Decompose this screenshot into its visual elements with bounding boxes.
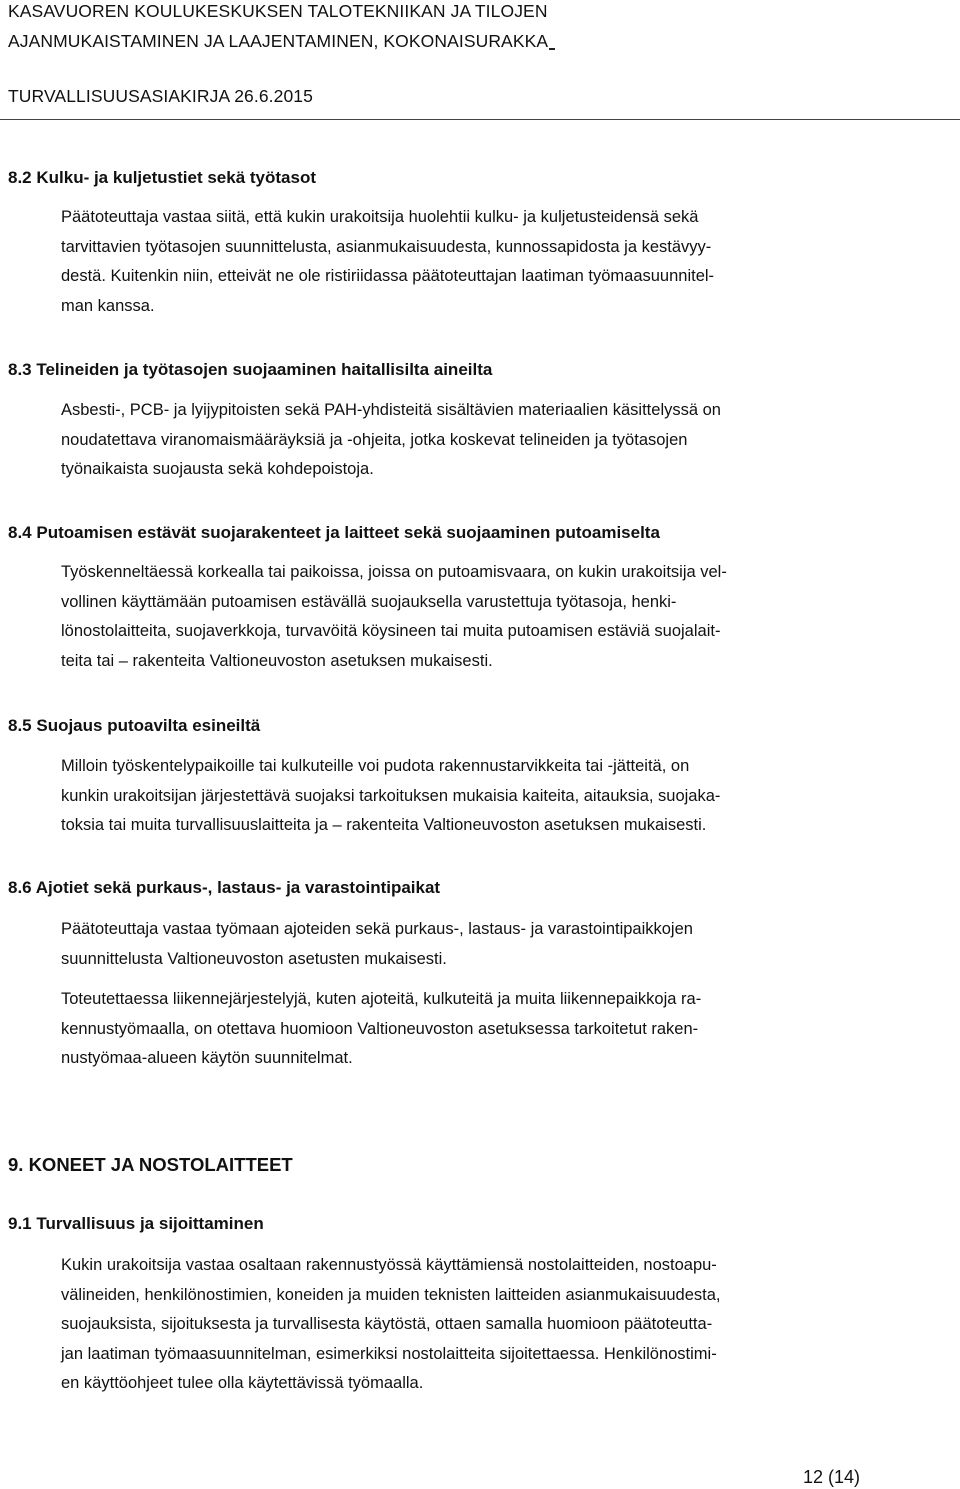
paragraph-line: Toteutettaessa liikennejärjestelyjä, kuten ajoteitä, kulkuteitä ja muita liikennepaikkoja ra- xyxy=(61,990,702,1008)
paragraph-line: Milloin työskentelypaikoille tai kulkuteille voi pudota rakennustarvikkeita tai -jätteitä, on xyxy=(61,757,690,775)
page-number: 12 (14) xyxy=(803,1467,861,1487)
header-title-line-2 xyxy=(8,30,555,52)
paragraph-line: välineiden, henkilönostimien, koneiden ja muiden teknisten laitteiden asianmukaisuudesta, xyxy=(61,1285,721,1304)
section-9-1-paragraph xyxy=(61,1251,721,1399)
header-document-date: TURVALLISUUSASIAKIRJA 26.6.2015 xyxy=(8,86,313,106)
section-8-2-paragraph xyxy=(61,203,714,321)
paragraph-line: kunkin urakoitsijan järjestettävä suojaksi tarkoituksen mukaisia kaiteita, aitauksia, suojaka- xyxy=(61,786,721,805)
paragraph-line: lönostolaitteita, suojaverkkoja, turvavöitä köysineen tai muita putoamisen estäviä suojalait- xyxy=(61,622,721,640)
paragraph-line: tarvittavien työtasojen suunnittelusta, asianmukaisuudesta, kunnossapidosta ja kestävyy- xyxy=(61,237,712,256)
paragraph-line: Työskenneltäessä korkealla tai paikoissa, joissa on putoamisvaara, on kukin urakoitsija vel- xyxy=(61,563,727,581)
paragraph-line: en käyttöohjeet tulee olla käytettävissä työmaalla. xyxy=(61,1374,424,1392)
paragraph-line: toksia tai muita turvallisuuslaitteita ja – rakenteita Valtioneuvoston asetuksen mukaisesti. xyxy=(61,816,707,834)
section-8-6-paragraph-2 xyxy=(61,985,701,1074)
paragraph-line: nustyömaa-alueen käytön suunnitelmat. xyxy=(61,1049,353,1067)
paragraph-line: destä. Kuitenkin niin, etteivät ne ole ristiriidassa päätoteuttajan laatiman työmaasuunnitel- xyxy=(61,267,715,285)
paragraph-line: teita tai – rakenteita Valtioneuvoston asetuksen mukaisesti. xyxy=(61,651,493,670)
paragraph-line: Päätoteuttaja vastaa työmaan ajoteiden sekä purkaus-, lastaus- ja varastointipaikkojen xyxy=(61,920,693,938)
section-heading-8-5: 8.5 Suojaus putoavilta esineiltä xyxy=(8,716,261,735)
section-8-4-paragraph xyxy=(61,558,727,676)
header-divider xyxy=(0,119,960,120)
text-cursor xyxy=(549,48,555,50)
section-heading-8-4: 8.4 Putoamisen estävät suojarakenteet ja laitteet sekä suojaaminen putoamiselta xyxy=(8,523,660,542)
paragraph-line: jan laatiman työmaasuunnitelman, esimerkiksi nostolaitteita sijoitettaessa. Henkilönostimi- xyxy=(61,1344,717,1363)
paragraph-line: noudatettava viranomaismääräyksiä ja -ohjeita, jotka koskevat telineiden ja työtasojen xyxy=(61,430,688,449)
header-title-line-1: KASAVUOREN KOULUKESKUKSEN TALOTEKNIIKAN JA TILOJEN xyxy=(8,1,548,21)
section-heading-8-6: 8.6 Ajotiet sekä purkaus-, lastaus- ja varastointipaikat xyxy=(8,878,441,897)
chapter-heading-9: 9. KONEET JA NOSTOLAITTEET xyxy=(8,1154,293,1175)
section-heading-9-1: 9.1 Turvallisuus ja sijoittaminen xyxy=(8,1214,264,1233)
paragraph-line: työnaikaista suojausta sekä kohdepoistoja. xyxy=(61,460,374,478)
section-8-5-paragraph xyxy=(61,752,720,841)
section-8-6-paragraph-1 xyxy=(61,915,693,974)
paragraph-line: Kukin urakoitsija vastaa osaltaan rakennustyössä käyttämiensä nostolaitteiden, nostoapu- xyxy=(61,1256,717,1274)
paragraph-line: suojauksista, sijoituksesta ja turvallisesta käytöstä, ottaen samalla huomioon päätoteutta- xyxy=(61,1315,713,1333)
section-heading-8-2: 8.2 Kulku- ja kuljetustiet sekä työtasot xyxy=(8,168,316,187)
paragraph-line: Asbesti-, PCB- ja lyijypitoisten sekä PAH-yhdisteitä sisältävien materiaalien käsittelyssä on xyxy=(61,401,721,419)
paragraph-line: vollinen käyttämään putoamisen estävällä suojauksella varustettuja työtasoja, henki- xyxy=(61,592,677,611)
section-heading-8-3: 8.3 Telineiden ja työtasojen suojaaminen haitallisilta aineilta xyxy=(8,360,493,379)
paragraph-line: man kanssa. xyxy=(61,296,155,315)
paragraph-line: kennustyömaalla, on otettava huomioon Valtioneuvoston asetuksessa tarkoitetut raken- xyxy=(61,1019,699,1038)
header-title-line-2-text: AJANMUKAISTAMINEN JA LAAJENTAMINEN, KOKONAISURAKKA xyxy=(8,31,549,51)
paragraph-line: Päätoteuttaja vastaa siitä, että kukin urakoitsija huolehtii kulku- ja kuljetusteidensä sekä xyxy=(61,208,699,226)
paragraph-line: suunnittelusta Valtioneuvoston asetusten mukaisesti. xyxy=(61,949,447,968)
section-8-3-paragraph xyxy=(61,396,721,485)
